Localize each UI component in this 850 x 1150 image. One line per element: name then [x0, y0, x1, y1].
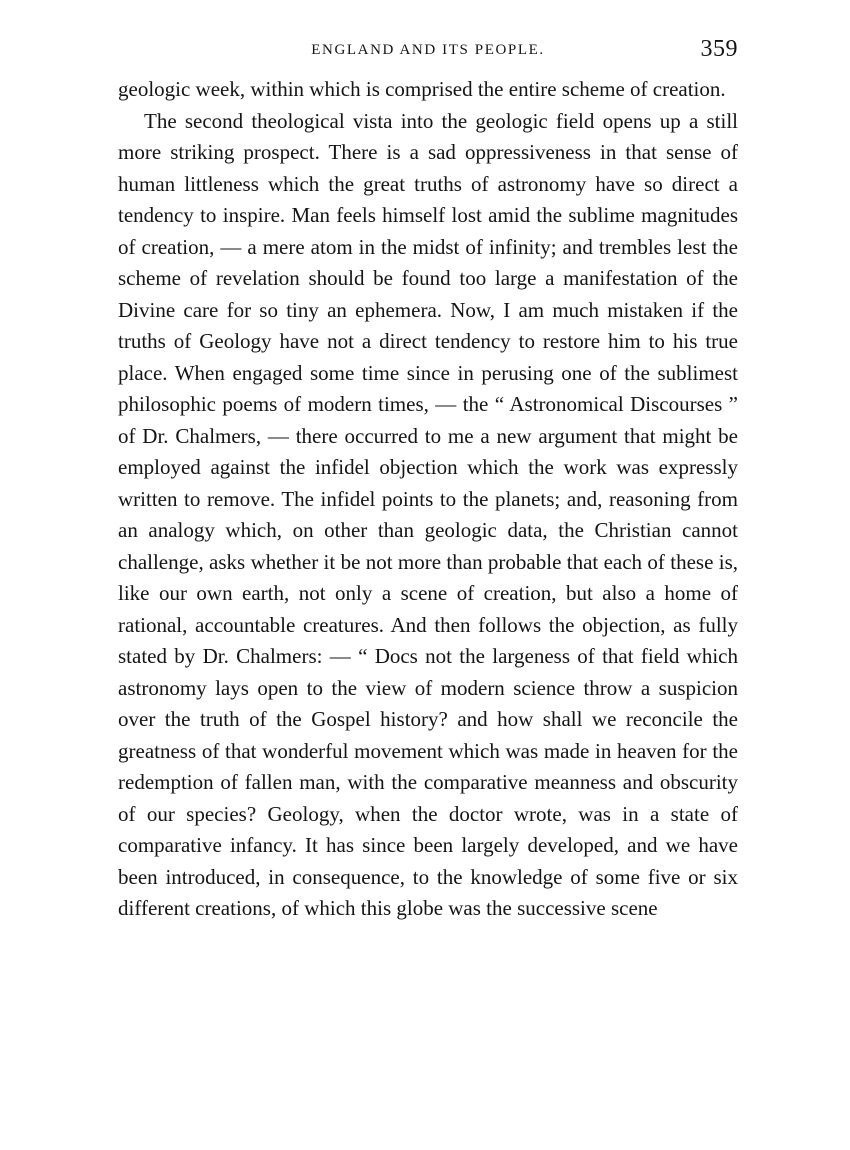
paragraph: The second theological vista into the geologic field opens up a still more striking prospect. There is a sad oppressiveness in that sense of human littleness which the great truths of astronomy have so direct a tendency to inspire. Man feels himself lost amid the sublime magnitudes of creation, — a mere atom in the midst of infinity; and trembles lest the scheme of revelation should be found too large a manifestation of the Divine care for so tiny an ephemera. Now, I am much mistaken if the truths of Geology have not a direct tendency to restore him to his true place. When engaged some time since in perusing one of the sublimest philosophic poems of modern times, — the “ Astronomical Discourses ” of Dr. Chalmers, — there occurred to me a new argument that might be employed against the infidel objection which the work was expressly written to remove. The infidel points to the planets; and, reasoning from an analogy which, on other than geologic data, the Christian cannot challenge, asks whether it be not more than probable that each of these is, like our own earth, not only a scene of creation, but also a home of rational, accountable creatures. And then follows the objection, as fully stated by Dr. Chalmers: — “ Docs not the largeness of that field which astronomy lays open to the view of modern science throw a suspicion over the truth of the Gospel history? and how shall we reconcile the greatness of that wonderful movement which was made in heaven for the redemption of fallen man, with the comparative meanness and obscurity of our species? Geology, when the doctor wrote, was in a state of comparative infancy. It has since been largely developed, and we have been introduced, in consequence, to the knowledge of some five or six different creations, of which this globe was the successive scene	[118, 108, 738, 920]
page-header	[118, 36, 738, 66]
book-page	[118, 36, 738, 925]
page-number: 359	[700, 36, 738, 62]
body-text	[118, 74, 738, 925]
paragraph-continuation: geologic week, within which is comprised the entire scheme of creation.	[118, 77, 726, 101]
running-title: ENGLAND AND ITS PEOPLE.	[311, 42, 545, 58]
